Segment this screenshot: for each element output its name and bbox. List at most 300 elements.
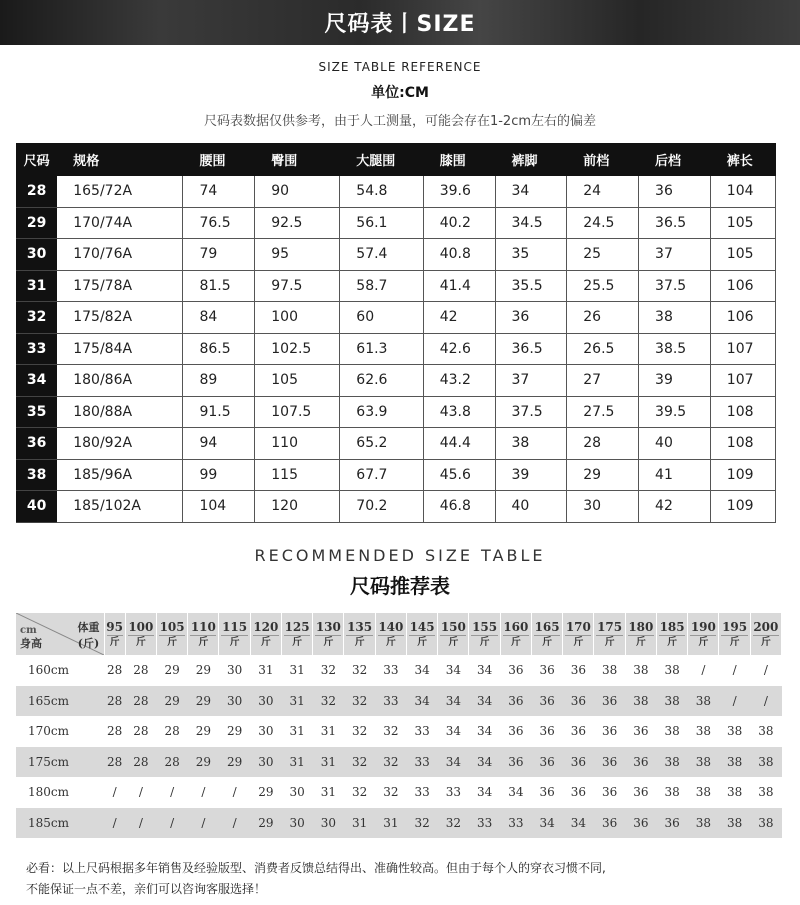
- table-cell: 43.2: [423, 365, 495, 397]
- weight-unit: 斤: [284, 635, 310, 649]
- table-cell: 180/88A: [57, 396, 183, 428]
- weight-header: [438, 613, 469, 655]
- table-cell: 67.7: [340, 459, 423, 491]
- table-row: [17, 176, 776, 208]
- weight-unit: 斤: [378, 635, 404, 649]
- table-cell: 36: [594, 747, 625, 778]
- table-cell: 170/76A: [57, 239, 183, 271]
- recommended-size-table: [16, 613, 782, 838]
- table-row: [16, 747, 782, 778]
- table-row: [17, 491, 776, 523]
- weight-header: [156, 613, 187, 655]
- table-cell: 45.6: [423, 459, 495, 491]
- table-cell: 31: [289, 724, 305, 739]
- table-cell: 97.5: [255, 270, 340, 302]
- table-cell: 32: [375, 747, 406, 778]
- table-cell: 34: [508, 785, 524, 800]
- table-cell: 28: [133, 663, 149, 678]
- weight-unit: 斤: [628, 635, 654, 649]
- table-cell: 37.5: [639, 270, 711, 302]
- table-cell: 38: [656, 747, 687, 778]
- table-cell: 33: [500, 808, 531, 839]
- table-cell: 107: [710, 333, 775, 365]
- table-cell: 38: [664, 785, 680, 800]
- table-cell: 94: [183, 428, 255, 460]
- table-cell: 38: [695, 785, 711, 800]
- height-cell: 165cm: [16, 686, 104, 717]
- table-cell: 34: [414, 663, 430, 678]
- table-cell: 175/84A: [57, 333, 183, 365]
- table-cell: 30: [219, 686, 250, 717]
- table-cell: 185/96A: [57, 459, 183, 491]
- table-cell: 28: [106, 724, 123, 739]
- table-cell: 29: [164, 663, 180, 678]
- size-col-header: 尺码: [17, 144, 57, 176]
- weight-value: 125: [284, 619, 310, 634]
- table-cell: 30: [250, 747, 281, 778]
- table-cell: 25.5: [567, 270, 639, 302]
- table-cell: 31: [281, 747, 312, 778]
- table-cell: 28: [156, 747, 187, 778]
- table-cell: 31: [320, 785, 336, 800]
- table-cell: 70.2: [340, 491, 423, 523]
- weight-value: 170: [565, 619, 591, 634]
- table-cell: 175/82A: [57, 302, 183, 334]
- table-cell: 36: [594, 686, 625, 717]
- table-cell: 180/92A: [57, 428, 183, 460]
- table-cell: 63.9: [340, 396, 423, 428]
- table-row: [17, 270, 776, 302]
- table-cell: /: [750, 686, 781, 717]
- table-cell: 36: [539, 663, 555, 678]
- table-cell: 30: [281, 808, 312, 839]
- table-cell: 33: [383, 663, 399, 678]
- weight-header: [656, 613, 687, 655]
- table-cell: 65.2: [340, 428, 423, 460]
- table-cell: 29: [250, 808, 281, 839]
- table-cell: 40: [639, 428, 711, 460]
- table-cell: 38: [688, 808, 719, 839]
- table-cell: 36: [570, 785, 586, 800]
- weight-unit: 斤: [107, 635, 123, 649]
- table-cell: 26.5: [567, 333, 639, 365]
- table-cell: 32: [351, 785, 368, 800]
- table-cell: 79: [183, 239, 255, 271]
- table-cell: /: [125, 808, 156, 839]
- table-cell: 105: [710, 239, 775, 271]
- table-cell: 42: [639, 491, 711, 523]
- table-cell: 28: [125, 747, 156, 778]
- size-col-header: 前档: [567, 144, 639, 176]
- weight-header: [125, 613, 156, 655]
- table-cell: 81.5: [183, 270, 255, 302]
- weight-header: [219, 613, 250, 655]
- weight-header: [188, 613, 219, 655]
- table-cell: 107: [710, 365, 775, 397]
- size-col-header: 臀围: [255, 144, 340, 176]
- weight-unit: 斤: [128, 635, 154, 649]
- table-cell: 40.2: [423, 207, 495, 239]
- table-cell: 36: [625, 747, 656, 778]
- table-cell: 33: [469, 808, 500, 839]
- table-cell: 27.5: [567, 396, 639, 428]
- table-row: [17, 207, 776, 239]
- weight-value: 185: [659, 619, 685, 634]
- weight-unit: 斤: [190, 635, 216, 649]
- table-cell: 33: [375, 686, 406, 717]
- table-cell: /: [763, 663, 768, 678]
- table-cell: 33: [414, 785, 430, 800]
- weight-value: 150: [440, 619, 466, 634]
- table-cell: 34: [438, 686, 469, 717]
- table-cell: 41.4: [423, 270, 495, 302]
- table-cell: 36: [570, 663, 586, 678]
- table-cell: 29: [258, 785, 274, 800]
- weight-unit: 斤: [221, 635, 247, 649]
- weight-unit: 斤: [596, 635, 622, 649]
- table-cell: 102.5: [255, 333, 340, 365]
- weight-value: 100: [128, 619, 154, 634]
- table-cell: 62.6: [340, 365, 423, 397]
- table-row: [16, 716, 782, 747]
- table-cell: 91.5: [183, 396, 255, 428]
- table-cell: 37: [495, 365, 567, 397]
- table-cell: 95: [255, 239, 340, 271]
- table-cell: 104: [710, 176, 775, 208]
- weight-unit: 斤: [346, 635, 372, 649]
- weight-header: [688, 613, 719, 655]
- table-cell: 100: [255, 302, 340, 334]
- weight-unit: 斤: [253, 635, 279, 649]
- banner-title: 尺码表丨SIZE: [324, 12, 476, 37]
- table-cell: 36: [639, 176, 711, 208]
- table-cell: 38: [695, 724, 711, 739]
- table-cell: 38: [726, 785, 743, 800]
- table-cell: 33: [445, 785, 461, 800]
- weight-value: 115: [222, 619, 248, 634]
- table-cell: 38: [750, 808, 781, 839]
- table-row: [16, 686, 782, 717]
- table-cell: 41: [639, 459, 711, 491]
- table-cell: 109: [710, 491, 775, 523]
- table-cell: 31: [320, 724, 336, 739]
- table-cell: 54.8: [340, 176, 423, 208]
- table-cell: 38: [726, 724, 743, 739]
- size-col-header: 腰围: [183, 144, 255, 176]
- size-col-header: 裤长: [710, 144, 775, 176]
- table-cell: 110: [255, 428, 340, 460]
- size-cell: 35: [17, 396, 57, 428]
- table-cell: 37: [639, 239, 711, 271]
- table-cell: 61.3: [340, 333, 423, 365]
- table-cell: 84: [183, 302, 255, 334]
- table-cell: /: [201, 785, 206, 800]
- table-cell: 32: [383, 785, 399, 800]
- footer-line-2: 不能保证一点不差，亲们可以咨询客服选择！: [26, 882, 267, 896]
- size-table: [16, 143, 776, 523]
- table-cell: 30: [250, 686, 281, 717]
- weight-header: [104, 613, 125, 655]
- table-cell: 37.5: [495, 396, 567, 428]
- weight-header: [531, 613, 562, 655]
- weight-header: [594, 613, 625, 655]
- table-cell: 32: [438, 808, 469, 839]
- table-cell: 32: [344, 686, 375, 717]
- table-cell: 44.4: [423, 428, 495, 460]
- table-cell: 30: [289, 785, 305, 800]
- table-cell: 34: [476, 785, 493, 800]
- table-cell: 26: [567, 302, 639, 334]
- table-cell: 33: [414, 724, 430, 739]
- table-cell: 31: [375, 808, 406, 839]
- table-cell: 34: [406, 686, 437, 717]
- table-cell: 32: [351, 663, 368, 678]
- table-cell: 38: [625, 686, 656, 717]
- table-cell: 36: [500, 747, 531, 778]
- table-cell: 36: [601, 724, 618, 739]
- table-cell: 109: [710, 459, 775, 491]
- table-cell: 38: [758, 724, 774, 739]
- weight-header: [313, 613, 344, 655]
- height-cell: 160cm: [28, 663, 70, 678]
- table-cell: 30: [226, 663, 243, 678]
- table-cell: 60: [340, 302, 423, 334]
- weight-value: 110: [190, 619, 216, 634]
- weight-value: 145: [409, 619, 435, 634]
- weight-value: 180: [628, 619, 654, 634]
- table-cell: 38: [664, 724, 680, 739]
- table-cell: 36: [563, 686, 594, 717]
- weight-header: [563, 613, 594, 655]
- weight-header: [750, 613, 781, 655]
- table-cell: 39.6: [423, 176, 495, 208]
- table-cell: 105: [710, 207, 775, 239]
- table-cell: /: [719, 686, 750, 717]
- weight-unit: 斤: [534, 635, 560, 649]
- table-cell: 38: [639, 302, 711, 334]
- weight-unit: 斤: [659, 635, 685, 649]
- table-cell: 175/78A: [57, 270, 183, 302]
- table-cell: 74: [183, 176, 255, 208]
- table-cell: 30: [567, 491, 639, 523]
- weight-unit: 斤: [721, 635, 747, 649]
- table-cell: 36: [500, 686, 531, 717]
- table-row: [16, 655, 782, 686]
- weight-value: 135: [347, 619, 373, 634]
- table-cell: 180/86A: [57, 365, 183, 397]
- table-cell: 99: [183, 459, 255, 491]
- weight-header: [469, 613, 500, 655]
- table-cell: 185/102A: [57, 491, 183, 523]
- size-col-header: 后档: [639, 144, 711, 176]
- table-cell: 34: [445, 663, 461, 678]
- table-cell: 29: [188, 686, 219, 717]
- height-cell: 170cm: [28, 724, 70, 739]
- weight-header: [719, 613, 750, 655]
- table-cell: 115: [255, 459, 340, 491]
- table-row: [16, 808, 782, 839]
- size-table-reference: SIZE TABLE REFERENCE: [318, 60, 482, 74]
- table-cell: 57.4: [340, 239, 423, 271]
- table-cell: 46.8: [423, 491, 495, 523]
- table-cell: /: [138, 785, 143, 800]
- table-cell: 38.5: [639, 333, 711, 365]
- table-cell: 36: [594, 808, 625, 839]
- table-row: [17, 239, 776, 271]
- table-cell: 29: [226, 724, 243, 739]
- size-cell: 38: [17, 459, 57, 491]
- table-cell: 36: [656, 808, 687, 839]
- table-cell: 42.6: [423, 333, 495, 365]
- table-row: [17, 396, 776, 428]
- weight-unit: 斤: [565, 635, 591, 649]
- table-cell: /: [188, 808, 219, 839]
- size-cell: 31: [17, 270, 57, 302]
- table-cell: 86.5: [183, 333, 255, 365]
- table-cell: 32: [383, 724, 399, 739]
- height-cell: 175cm: [16, 747, 104, 778]
- table-cell: /: [112, 785, 117, 800]
- weight-header: [500, 613, 531, 655]
- footer-note: [26, 858, 786, 900]
- table-row: [17, 302, 776, 334]
- weight-unit: 斤: [753, 635, 779, 649]
- table-cell: 30: [258, 724, 274, 739]
- table-cell: 32: [344, 747, 375, 778]
- table-cell: 39: [639, 365, 711, 397]
- weight-header: [375, 613, 406, 655]
- table-cell: 28: [125, 686, 156, 717]
- weight-value: 175: [597, 619, 623, 634]
- table-cell: 38: [656, 686, 687, 717]
- size-cell: 30: [17, 239, 57, 271]
- weight-header: [344, 613, 375, 655]
- weight-value: 120: [253, 619, 279, 634]
- table-cell: 92.5: [255, 207, 340, 239]
- table-cell: 34: [438, 747, 469, 778]
- table-cell: 89: [183, 365, 255, 397]
- weight-value: 195: [722, 619, 748, 634]
- table-cell: 25: [567, 239, 639, 271]
- table-cell: 29: [219, 747, 250, 778]
- table-cell: 38: [688, 747, 719, 778]
- table-cell: /: [701, 663, 706, 678]
- weight-header: [406, 613, 437, 655]
- weight-unit: 斤: [503, 635, 529, 649]
- table-cell: 38: [601, 663, 618, 678]
- weight-unit: 斤: [159, 635, 185, 649]
- size-col-header: 规格: [57, 144, 183, 176]
- size-cell: 33: [17, 333, 57, 365]
- table-cell: /: [170, 785, 175, 800]
- table-cell: 29: [195, 663, 211, 678]
- table-cell: 27: [567, 365, 639, 397]
- weight-value: 95: [106, 619, 123, 634]
- table-cell: 28: [567, 428, 639, 460]
- size-cell: 32: [17, 302, 57, 334]
- table-cell: 36: [531, 747, 562, 778]
- table-cell: 90: [255, 176, 340, 208]
- table-cell: 34: [476, 663, 493, 678]
- corner-weight-label: 体重 (斤): [77, 621, 100, 650]
- table-cell: 36: [633, 785, 649, 800]
- table-cell: /: [219, 808, 250, 839]
- table-cell: 38: [495, 428, 567, 460]
- table-cell: 104: [183, 491, 255, 523]
- table-cell: 40.8: [423, 239, 495, 271]
- table-cell: 36.5: [495, 333, 567, 365]
- table-cell: 28: [104, 747, 125, 778]
- table-cell: 170/74A: [57, 207, 183, 239]
- table-row: [17, 333, 776, 365]
- table-cell: 32: [313, 686, 344, 717]
- table-cell: 34: [469, 686, 500, 717]
- weight-value: 160: [503, 619, 529, 634]
- corner-height-label: 身高: [20, 637, 42, 650]
- table-cell: 32: [351, 724, 368, 739]
- table-cell: 32: [406, 808, 437, 839]
- table-cell: 34: [445, 724, 461, 739]
- weight-value: 190: [690, 619, 716, 634]
- weight-unit: 斤: [409, 635, 435, 649]
- table-cell: /: [156, 808, 187, 839]
- weight-value: 140: [378, 619, 404, 634]
- table-cell: 120: [255, 491, 340, 523]
- table-row: [17, 365, 776, 397]
- table-cell: 34.5: [495, 207, 567, 239]
- unit-label: 单位:CM: [371, 85, 429, 101]
- weight-value: 105: [159, 619, 185, 634]
- table-cell: /: [104, 808, 125, 839]
- table-cell: 28: [104, 686, 125, 717]
- table-cell: 30: [313, 808, 344, 839]
- table-cell: 36.5: [639, 207, 711, 239]
- table-cell: 165/72A: [57, 176, 183, 208]
- weight-value: 130: [315, 619, 341, 634]
- table-cell: /: [232, 785, 237, 800]
- table-cell: 38: [719, 808, 750, 839]
- table-cell: 38: [633, 663, 649, 678]
- size-cell: 28: [17, 176, 57, 208]
- table-cell: 58.7: [340, 270, 423, 302]
- corner-cm-label: cm: [20, 625, 37, 636]
- weight-header: [625, 613, 656, 655]
- table-cell: 106: [710, 302, 775, 334]
- table-cell: 29: [188, 747, 219, 778]
- corner-cell: [16, 613, 104, 655]
- table-cell: 24: [567, 176, 639, 208]
- table-cell: 35.5: [495, 270, 567, 302]
- weight-unit: 斤: [690, 635, 716, 649]
- header-banner: [0, 0, 800, 45]
- table-cell: 36: [508, 663, 524, 678]
- table-row: [17, 459, 776, 491]
- size-col-header: 裤脚: [495, 144, 567, 176]
- table-cell: 36: [601, 785, 618, 800]
- weight-unit: 斤: [471, 635, 497, 649]
- height-cell: 180cm: [28, 785, 70, 800]
- size-cell: 34: [17, 365, 57, 397]
- table-cell: 34: [563, 808, 594, 839]
- recommended-title-cn: 尺码推荐表: [350, 574, 450, 598]
- table-cell: 76.5: [183, 207, 255, 239]
- table-cell: 28: [164, 724, 180, 739]
- measurement-note: 尺码表数据仅供参考，由于人工测量，可能会存在1-2cm左右的偏差: [203, 114, 597, 129]
- table-cell: 43.8: [423, 396, 495, 428]
- table-cell: 29: [156, 686, 187, 717]
- weight-header: [281, 613, 312, 655]
- table-cell: /: [732, 663, 737, 678]
